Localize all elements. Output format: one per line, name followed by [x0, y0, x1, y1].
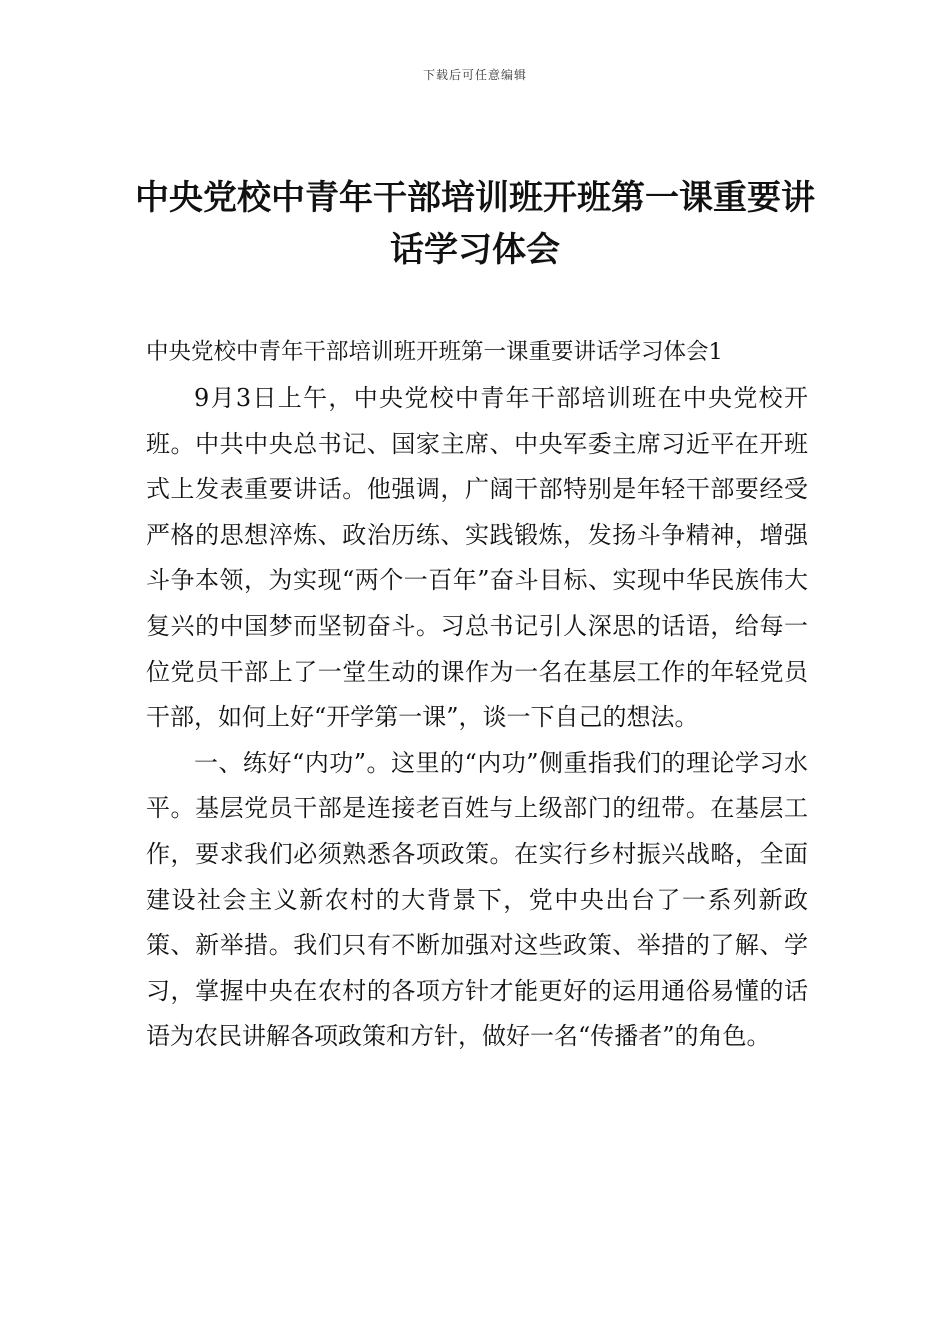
header-note: 下载后可任意编辑	[422, 68, 527, 82]
document-title: 中央党校中青年干部培训班开班第一课重要讲话学习体会	[135, 178, 815, 270]
body-paragraph-1: 9月3日上午，中央党校中青年干部培训班在中央党校开班。中共中央总书记、国家主席、中央军委主席习近平在开班式上发表重要讲话。他强调，广阔干部特别是年轻干部要经受严格的思想淬炼、政治历练、实践锻炼，发扬斗争精神，增强斗争本领，为实现“两个一百年”奋斗目标、实现中华民族伟大复兴的中国梦而坚韧奋斗。习总书记引人深思的话语，给每一位党员干部上了一堂生动的课作为一名在基层工作的年轻党员干部，如何上好“开学第一课”，谈一下自己的想法。	[146, 384, 808, 732]
section-subheading: 中央党校中青年干部培训班开班第一课重要讲话学习体会1	[146, 339, 723, 365]
document-body	[146, 376, 808, 1060]
body-paragraph-2: 一、练好“内功”。这里的“内功”侧重指我们的理论学习水平。基层党员干部是连接老百姓与上级部门的纽带。在基层工作，要求我们必须熟悉各项政策。在实行乡村振兴战略，全面建设社会主义新农村的大背景下，党中央出台了一系列新政策、新举措。我们只有不断加强对这些政策、举措的了解、学习，掌握中央在农村的各项方针才能更好的运用通俗易懂的话语为农民讲解各项政策和方针，做好一名“传播者”的角色。	[146, 748, 808, 1051]
